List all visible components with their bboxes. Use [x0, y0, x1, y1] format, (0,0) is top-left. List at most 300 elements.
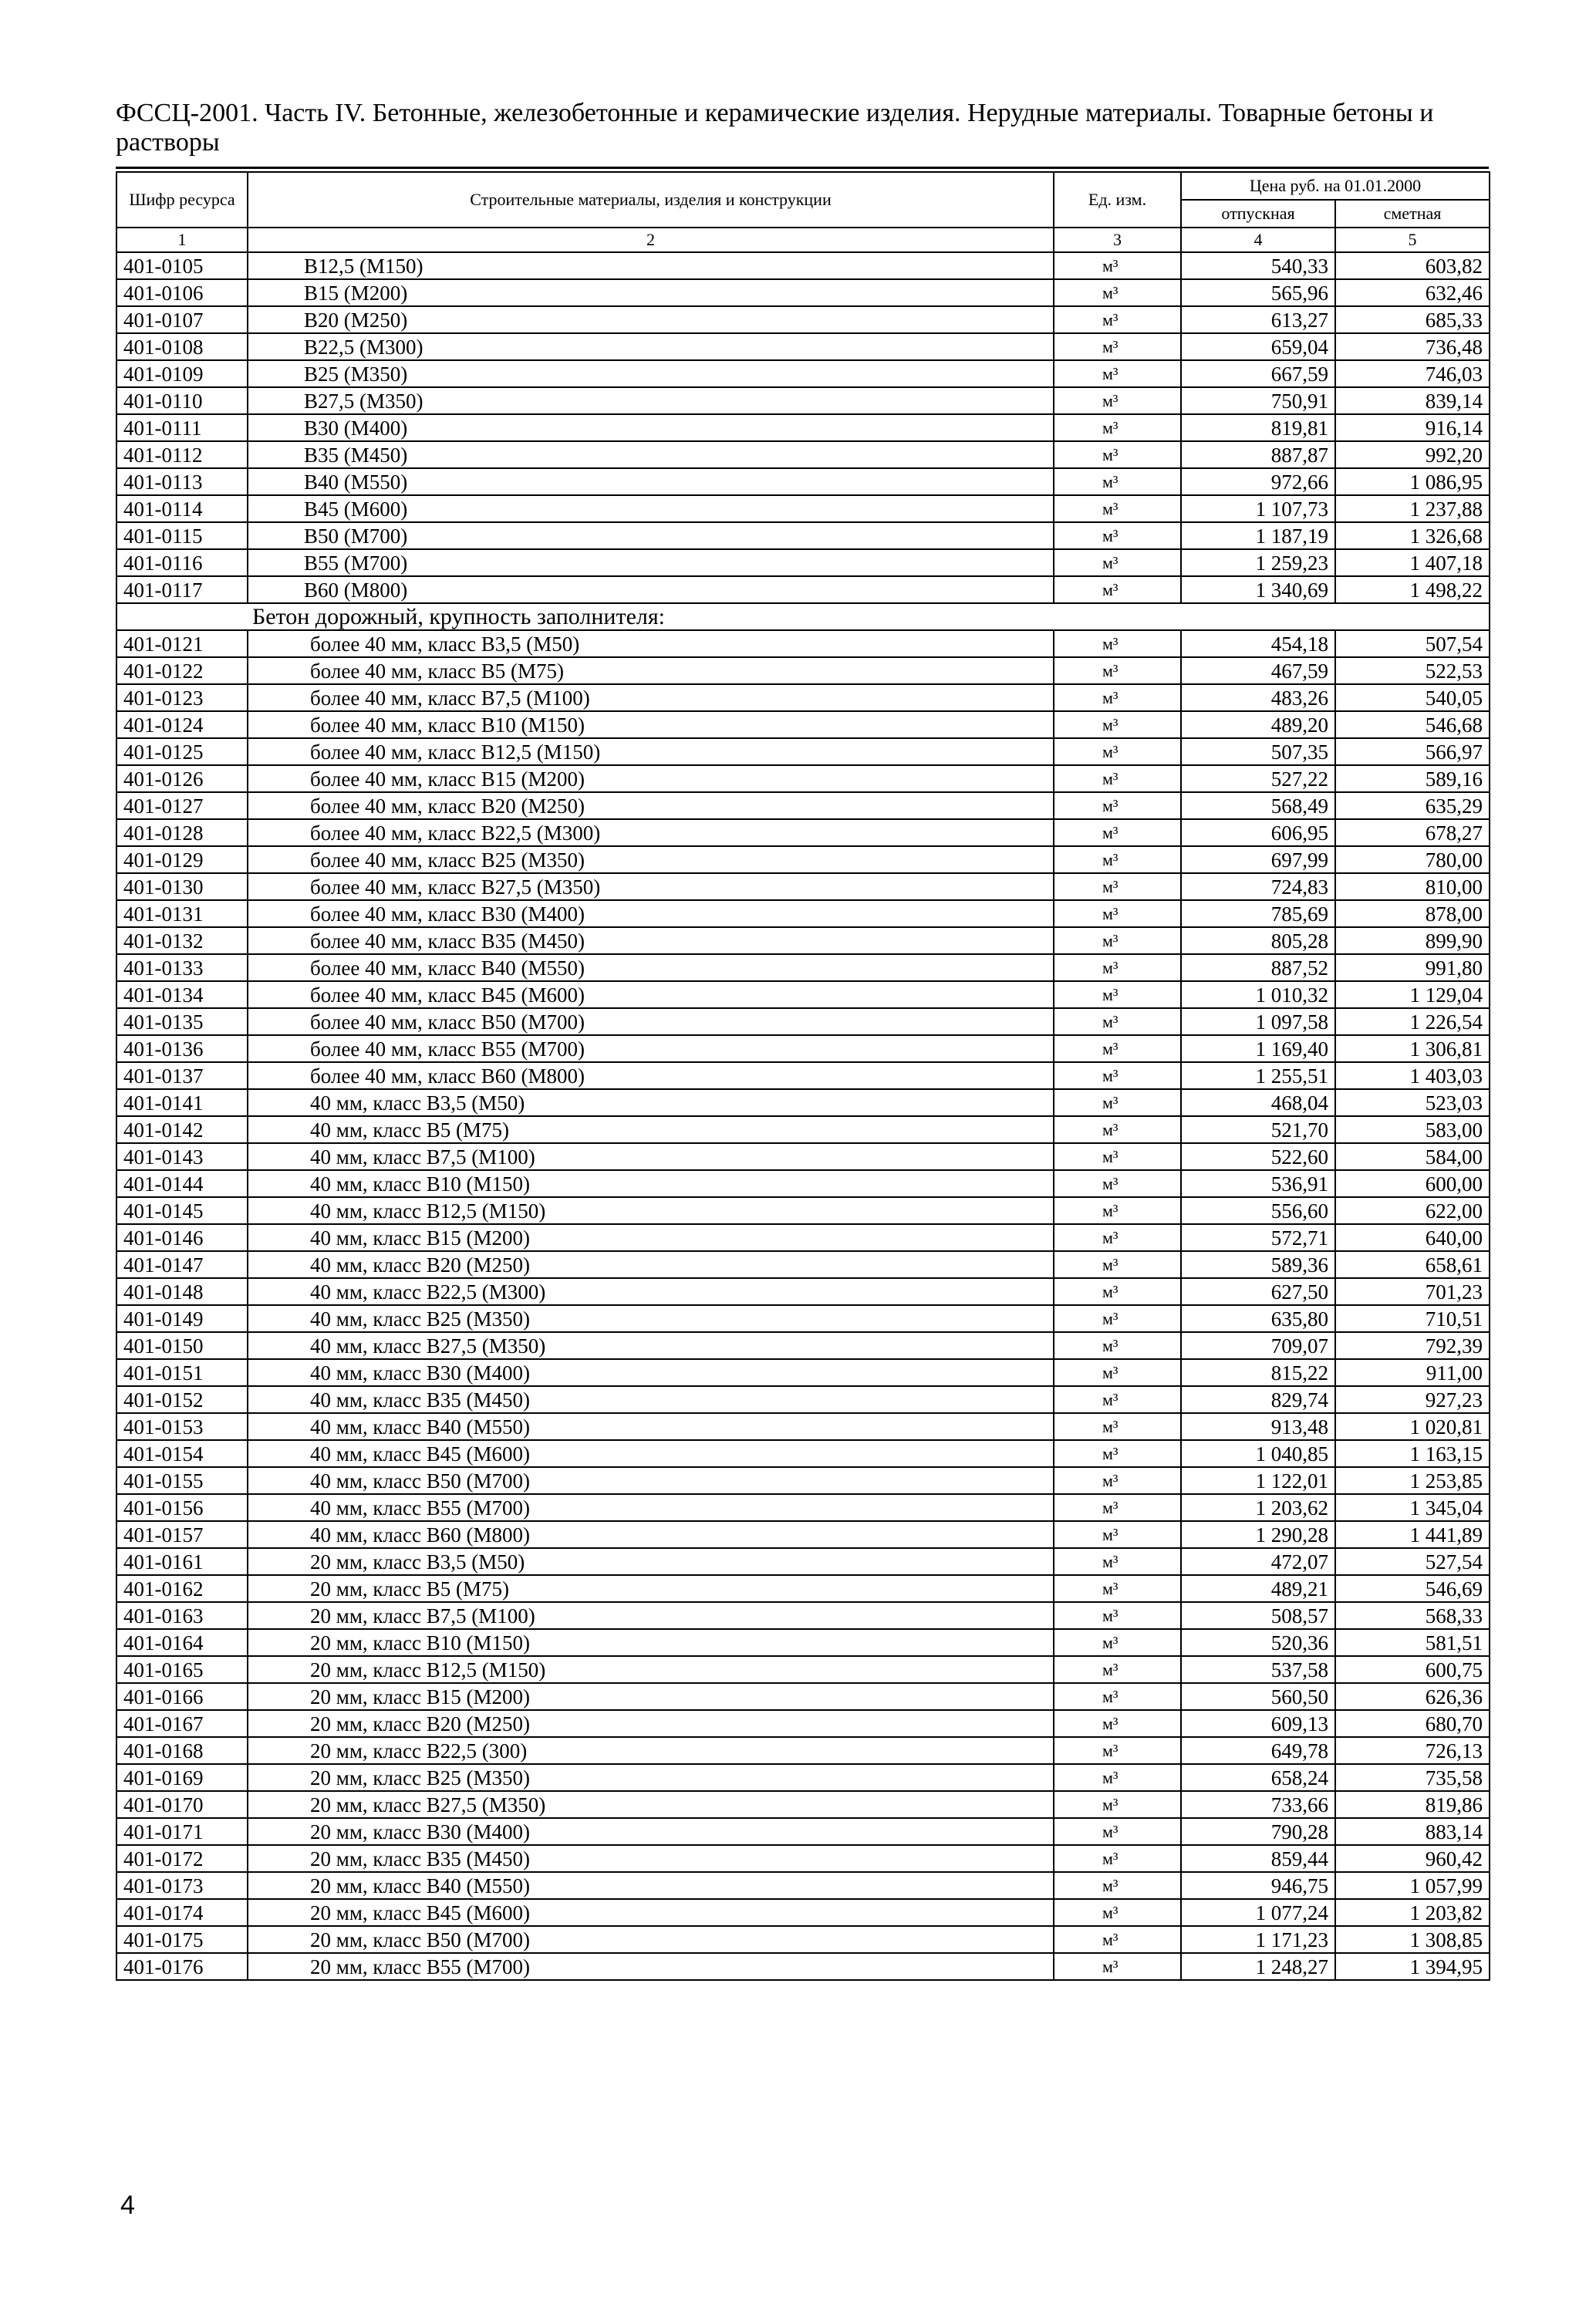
row-name: более 40 мм, класс В3,5 (М50)	[248, 630, 1054, 657]
row-code: 401-0133	[116, 954, 248, 981]
row-code: 401-0144	[116, 1170, 248, 1197]
row-unit: м³	[1054, 1386, 1181, 1413]
row-name: более 40 мм, класс В35 (М450)	[248, 927, 1054, 954]
row-estimate-price: 589,16	[1335, 765, 1490, 792]
row-name: 40 мм, класс В5 (М75)	[248, 1116, 1054, 1143]
row-release-price: 1 169,40	[1181, 1035, 1335, 1062]
row-name: В20 (М250)	[248, 306, 1054, 333]
table-row	[116, 1575, 1490, 1602]
row-estimate-price: 685,33	[1335, 306, 1490, 333]
price-table	[116, 171, 1490, 1981]
row-code: 401-0131	[116, 900, 248, 927]
row-unit: м³	[1054, 360, 1181, 387]
row-name: 20 мм, класс В10 (М150)	[248, 1629, 1054, 1656]
row-code: 401-0105	[116, 252, 248, 279]
row-unit: м³	[1054, 1818, 1181, 1845]
row-estimate-price: 911,00	[1335, 1359, 1490, 1386]
row-name: 20 мм, класс В22,5 (300)	[248, 1737, 1054, 1764]
table-row	[116, 1791, 1490, 1818]
row-release-price: 667,59	[1181, 360, 1335, 387]
table-row	[116, 1251, 1490, 1278]
row-estimate-price: 1 441,89	[1335, 1521, 1490, 1548]
row-name: В50 (М700)	[248, 522, 1054, 549]
row-name: 20 мм, класс В45 (М600)	[248, 1899, 1054, 1926]
table-row	[116, 1629, 1490, 1656]
row-release-price: 697,99	[1181, 846, 1335, 873]
row-name: 40 мм, класс В15 (М200)	[248, 1224, 1054, 1251]
row-release-price: 709,07	[1181, 1332, 1335, 1359]
row-estimate-price: 1 020,81	[1335, 1413, 1490, 1440]
table-row	[116, 1710, 1490, 1737]
row-release-price: 507,35	[1181, 738, 1335, 765]
row-code: 401-0115	[116, 522, 248, 549]
row-name: 40 мм, класс В25 (М350)	[248, 1305, 1054, 1332]
row-estimate-price: 726,13	[1335, 1737, 1490, 1764]
row-unit: м³	[1054, 306, 1181, 333]
table-row	[116, 1386, 1490, 1413]
row-estimate-price: 507,54	[1335, 630, 1490, 657]
row-name: более 40 мм, класс В22,5 (М300)	[248, 819, 1054, 846]
table-row	[116, 873, 1490, 900]
row-estimate-price: 546,69	[1335, 1575, 1490, 1602]
page-title: ФССЦ-2001. Часть IV. Бетонные, железобетонные и керамические изделия. Нерудные материалы. Товарные бетоны и растворы	[116, 99, 1434, 157]
row-code: 401-0175	[116, 1926, 248, 1953]
row-code: 401-0141	[116, 1089, 248, 1116]
row-code: 401-0171	[116, 1818, 248, 1845]
row-estimate-price: 1 345,04	[1335, 1494, 1490, 1521]
row-estimate-price: 1 226,54	[1335, 1008, 1490, 1035]
row-name: 20 мм, класс В30 (М400)	[248, 1818, 1054, 1845]
table-row	[116, 954, 1490, 981]
row-code: 401-0155	[116, 1467, 248, 1494]
row-code: 401-0174	[116, 1899, 248, 1926]
section-row	[116, 603, 1490, 630]
row-name: 40 мм, класс В10 (М150)	[248, 1170, 1054, 1197]
row-unit: м³	[1054, 1251, 1181, 1278]
row-code: 401-0124	[116, 711, 248, 738]
row-release-price: 613,27	[1181, 306, 1335, 333]
table-row	[116, 522, 1490, 549]
row-name: В45 (М600)	[248, 495, 1054, 522]
row-unit: м³	[1054, 711, 1181, 738]
row-code: 401-0143	[116, 1143, 248, 1170]
row-release-price: 522,60	[1181, 1143, 1335, 1170]
row-name: более 40 мм, класс В5 (М75)	[248, 657, 1054, 684]
row-name: В12,5 (М150)	[248, 252, 1054, 279]
row-unit: м³	[1054, 279, 1181, 306]
row-code: 401-0168	[116, 1737, 248, 1764]
row-release-price: 1 203,62	[1181, 1494, 1335, 1521]
row-unit: м³	[1054, 1629, 1181, 1656]
row-code: 401-0172	[116, 1845, 248, 1872]
row-name: более 40 мм, класс В27,5 (М350)	[248, 873, 1054, 900]
row-name: 20 мм, класс В20 (М250)	[248, 1710, 1054, 1737]
row-unit: м³	[1054, 333, 1181, 360]
row-release-price: 1 097,58	[1181, 1008, 1335, 1035]
row-unit: м³	[1054, 1845, 1181, 1872]
header-colnum-2: 2	[248, 228, 1054, 252]
row-release-price: 568,49	[1181, 792, 1335, 819]
table-row	[116, 981, 1490, 1008]
row-code: 401-0142	[116, 1116, 248, 1143]
row-release-price: 1 259,23	[1181, 549, 1335, 576]
table-row	[116, 1062, 1490, 1089]
row-release-price: 609,13	[1181, 1710, 1335, 1737]
row-name: более 40 мм, класс В10 (М150)	[248, 711, 1054, 738]
row-name: более 40 мм, класс В25 (М350)	[248, 846, 1054, 873]
table-row	[116, 1305, 1490, 1332]
table-body	[116, 252, 1490, 1980]
row-estimate-price: 581,51	[1335, 1629, 1490, 1656]
row-estimate-price: 1 394,95	[1335, 1953, 1490, 1980]
row-name: 20 мм, класс В35 (М450)	[248, 1845, 1054, 1872]
row-unit: м³	[1054, 1602, 1181, 1629]
row-unit: м³	[1054, 684, 1181, 711]
table-row	[116, 1035, 1490, 1062]
row-code: 401-0113	[116, 468, 248, 495]
row-unit: м³	[1054, 1413, 1181, 1440]
row-estimate-price: 810,00	[1335, 873, 1490, 900]
row-code: 401-0173	[116, 1872, 248, 1899]
row-estimate-price: 1 253,85	[1335, 1467, 1490, 1494]
row-code: 401-0157	[116, 1521, 248, 1548]
row-unit: м³	[1054, 1737, 1181, 1764]
row-release-price: 540,33	[1181, 252, 1335, 279]
row-name: более 40 мм, класс В45 (М600)	[248, 981, 1054, 1008]
row-code: 401-0136	[116, 1035, 248, 1062]
row-unit: м³	[1054, 414, 1181, 441]
row-estimate-price: 568,33	[1335, 1602, 1490, 1629]
row-name: 20 мм, класс В25 (М350)	[248, 1764, 1054, 1791]
row-estimate-price: 1 203,82	[1335, 1899, 1490, 1926]
row-unit: м³	[1054, 819, 1181, 846]
row-estimate-price: 878,00	[1335, 900, 1490, 927]
row-estimate-price: 1 498,22	[1335, 576, 1490, 603]
row-release-price: 815,22	[1181, 1359, 1335, 1386]
row-code: 401-0106	[116, 279, 248, 306]
row-release-price: 1 255,51	[1181, 1062, 1335, 1089]
row-release-price: 1 187,19	[1181, 522, 1335, 549]
row-unit: м³	[1054, 1467, 1181, 1494]
row-estimate-price: 658,61	[1335, 1251, 1490, 1278]
row-name: 40 мм, класс В55 (М700)	[248, 1494, 1054, 1521]
row-estimate-price: 1 403,03	[1335, 1062, 1490, 1089]
table-row	[116, 1602, 1490, 1629]
row-estimate-price: 960,42	[1335, 1845, 1490, 1872]
row-name: 40 мм, класс В3,5 (М50)	[248, 1089, 1054, 1116]
row-estimate-price: 1 306,81	[1335, 1035, 1490, 1062]
section-title: Бетон дорожный, крупность заполнителя:	[116, 603, 1490, 630]
row-code: 401-0121	[116, 630, 248, 657]
row-estimate-price: 527,54	[1335, 1548, 1490, 1575]
row-unit: м³	[1054, 1008, 1181, 1035]
row-release-price: 565,96	[1181, 279, 1335, 306]
row-unit: м³	[1054, 873, 1181, 900]
row-unit: м³	[1054, 1683, 1181, 1710]
row-code: 401-0107	[116, 306, 248, 333]
row-unit: м³	[1054, 1089, 1181, 1116]
table-row	[116, 360, 1490, 387]
row-unit: м³	[1054, 387, 1181, 414]
row-code: 401-0148	[116, 1278, 248, 1305]
row-release-price: 887,87	[1181, 441, 1335, 468]
row-code: 401-0170	[116, 1791, 248, 1818]
row-release-price: 724,83	[1181, 873, 1335, 900]
row-estimate-price: 622,00	[1335, 1197, 1490, 1224]
table-row	[116, 1089, 1490, 1116]
row-estimate-price: 600,00	[1335, 1170, 1490, 1197]
table-row	[116, 441, 1490, 468]
row-name: 40 мм, класс В50 (М700)	[248, 1467, 1054, 1494]
row-code: 401-0135	[116, 1008, 248, 1035]
row-code: 401-0176	[116, 1953, 248, 1980]
row-estimate-price: 701,23	[1335, 1278, 1490, 1305]
row-unit: м³	[1054, 576, 1181, 603]
row-unit: м³	[1054, 1494, 1181, 1521]
row-code: 401-0126	[116, 765, 248, 792]
row-unit: м³	[1054, 846, 1181, 873]
table-row	[116, 684, 1490, 711]
table-row	[116, 1116, 1490, 1143]
row-unit: м³	[1054, 792, 1181, 819]
row-unit: м³	[1054, 1548, 1181, 1575]
table-header	[116, 172, 1490, 252]
row-code: 401-0130	[116, 873, 248, 900]
table-row	[116, 1737, 1490, 1764]
row-unit: м³	[1054, 900, 1181, 927]
row-code: 401-0167	[116, 1710, 248, 1737]
row-release-price: 606,95	[1181, 819, 1335, 846]
row-release-price: 1 248,27	[1181, 1953, 1335, 1980]
row-name: В25 (М350)	[248, 360, 1054, 387]
row-unit: м³	[1054, 1656, 1181, 1683]
table-row	[116, 1170, 1490, 1197]
row-name: более 40 мм, класс В40 (М550)	[248, 954, 1054, 981]
row-estimate-price: 916,14	[1335, 414, 1490, 441]
row-estimate-price: 1 057,99	[1335, 1872, 1490, 1899]
row-release-price: 785,69	[1181, 900, 1335, 927]
table-row	[116, 1278, 1490, 1305]
row-code: 401-0110	[116, 387, 248, 414]
row-release-price: 537,58	[1181, 1656, 1335, 1683]
header-colnum-5: 5	[1335, 228, 1490, 252]
row-unit: м³	[1054, 1224, 1181, 1251]
row-release-price: 1 040,85	[1181, 1440, 1335, 1467]
row-name: более 40 мм, класс В15 (М200)	[248, 765, 1054, 792]
row-estimate-price: 792,39	[1335, 1332, 1490, 1359]
row-release-price: 859,44	[1181, 1845, 1335, 1872]
row-estimate-price: 632,46	[1335, 279, 1490, 306]
row-release-price: 1 107,73	[1181, 495, 1335, 522]
row-unit: м³	[1054, 1116, 1181, 1143]
row-code: 401-0153	[116, 1413, 248, 1440]
row-unit: м³	[1054, 1143, 1181, 1170]
row-unit: м³	[1054, 1926, 1181, 1953]
table-row	[116, 1656, 1490, 1683]
row-name: более 40 мм, класс В7,5 (М100)	[248, 684, 1054, 711]
row-estimate-price: 991,80	[1335, 954, 1490, 981]
row-name: 20 мм, класс В15 (М200)	[248, 1683, 1054, 1710]
row-release-price: 520,36	[1181, 1629, 1335, 1656]
row-unit: м³	[1054, 1521, 1181, 1548]
row-unit: м³	[1054, 981, 1181, 1008]
row-estimate-price: 710,51	[1335, 1305, 1490, 1332]
row-unit: м³	[1054, 1062, 1181, 1089]
table-row	[116, 549, 1490, 576]
row-unit: м³	[1054, 927, 1181, 954]
table-row	[116, 1953, 1490, 1980]
row-code: 401-0109	[116, 360, 248, 387]
row-unit: м³	[1054, 1332, 1181, 1359]
row-estimate-price: 678,27	[1335, 819, 1490, 846]
row-release-price: 527,22	[1181, 765, 1335, 792]
row-release-price: 1 171,23	[1181, 1926, 1335, 1953]
row-code: 401-0147	[116, 1251, 248, 1278]
table-row	[116, 1845, 1490, 1872]
row-unit: м³	[1054, 1710, 1181, 1737]
table-row	[116, 1143, 1490, 1170]
row-code: 401-0116	[116, 549, 248, 576]
row-estimate-price: 1 163,15	[1335, 1440, 1490, 1467]
row-estimate-price: 839,14	[1335, 387, 1490, 414]
header-colnum-4: 4	[1181, 228, 1335, 252]
row-unit: м³	[1054, 954, 1181, 981]
row-release-price: 913,48	[1181, 1413, 1335, 1440]
table-row	[116, 738, 1490, 765]
row-name: В22,5 (М300)	[248, 333, 1054, 360]
header-price: Цена руб. на 01.01.2000	[1181, 172, 1490, 200]
row-release-price: 805,28	[1181, 927, 1335, 954]
row-release-price: 489,20	[1181, 711, 1335, 738]
row-code: 401-0152	[116, 1386, 248, 1413]
row-name: более 40 мм, класс В55 (М700)	[248, 1035, 1054, 1062]
row-release-price: 649,78	[1181, 1737, 1335, 1764]
row-estimate-price: 540,05	[1335, 684, 1490, 711]
row-unit: м³	[1054, 252, 1181, 279]
header-name: Строительные материалы, изделия и конструкции	[248, 172, 1054, 228]
row-release-price: 1 077,24	[1181, 1899, 1335, 1926]
row-unit: м³	[1054, 1575, 1181, 1602]
table-row	[116, 1899, 1490, 1926]
row-estimate-price: 746,03	[1335, 360, 1490, 387]
row-estimate-price: 1 308,85	[1335, 1926, 1490, 1953]
table-row	[116, 1440, 1490, 1467]
row-release-price: 829,74	[1181, 1386, 1335, 1413]
row-name: 20 мм, класс В5 (М75)	[248, 1575, 1054, 1602]
row-estimate-price: 583,00	[1335, 1116, 1490, 1143]
row-release-price: 972,66	[1181, 468, 1335, 495]
row-unit: м³	[1054, 1953, 1181, 1980]
row-estimate-price: 1 407,18	[1335, 549, 1490, 576]
row-estimate-price: 899,90	[1335, 927, 1490, 954]
row-code: 401-0125	[116, 738, 248, 765]
row-estimate-price: 584,00	[1335, 1143, 1490, 1170]
row-release-price: 627,50	[1181, 1278, 1335, 1305]
row-estimate-price: 819,86	[1335, 1791, 1490, 1818]
row-code: 401-0149	[116, 1305, 248, 1332]
row-release-price: 659,04	[1181, 333, 1335, 360]
table-row	[116, 900, 1490, 927]
row-name: 40 мм, класс В22,5 (М300)	[248, 1278, 1054, 1305]
row-code: 401-0145	[116, 1197, 248, 1224]
row-code: 401-0108	[116, 333, 248, 360]
header-code: Шифр ресурса	[116, 172, 248, 228]
row-name: более 40 мм, класс В20 (М250)	[248, 792, 1054, 819]
row-name: В35 (М450)	[248, 441, 1054, 468]
row-estimate-price: 626,36	[1335, 1683, 1490, 1710]
row-code: 401-0151	[116, 1359, 248, 1386]
table-row	[116, 1764, 1490, 1791]
row-release-price: 468,04	[1181, 1089, 1335, 1116]
row-estimate-price: 992,20	[1335, 441, 1490, 468]
table-row	[116, 279, 1490, 306]
table-row	[116, 387, 1490, 414]
row-name: 20 мм, класс В3,5 (М50)	[248, 1548, 1054, 1575]
row-estimate-price: 546,68	[1335, 711, 1490, 738]
table-row	[116, 630, 1490, 657]
row-unit: м³	[1054, 1278, 1181, 1305]
row-name: 20 мм, класс В7,5 (М100)	[248, 1602, 1054, 1629]
table-row	[116, 1467, 1490, 1494]
row-name: В30 (М400)	[248, 414, 1054, 441]
row-name: 40 мм, класс В27,5 (М350)	[248, 1332, 1054, 1359]
row-name: В55 (М700)	[248, 549, 1054, 576]
row-name: 20 мм, класс В55 (М700)	[248, 1953, 1054, 1980]
table-row	[116, 1332, 1490, 1359]
row-release-price: 589,36	[1181, 1251, 1335, 1278]
row-estimate-price: 523,03	[1335, 1089, 1490, 1116]
row-code: 401-0163	[116, 1602, 248, 1629]
row-release-price: 560,50	[1181, 1683, 1335, 1710]
row-unit: м³	[1054, 630, 1181, 657]
row-release-price: 658,24	[1181, 1764, 1335, 1791]
row-name: В15 (М200)	[248, 279, 1054, 306]
price-table-wrap	[116, 171, 1489, 1981]
row-code: 401-0137	[116, 1062, 248, 1089]
row-name: 40 мм, класс В30 (М400)	[248, 1359, 1054, 1386]
table-row	[116, 333, 1490, 360]
row-name: В27,5 (М350)	[248, 387, 1054, 414]
row-release-price: 454,18	[1181, 630, 1335, 657]
row-code: 401-0132	[116, 927, 248, 954]
row-estimate-price: 522,53	[1335, 657, 1490, 684]
row-code: 401-0123	[116, 684, 248, 711]
table-row	[116, 1818, 1490, 1845]
row-name: 40 мм, класс В12,5 (М150)	[248, 1197, 1054, 1224]
row-code: 401-0117	[116, 576, 248, 603]
row-name: 40 мм, класс В7,5 (М100)	[248, 1143, 1054, 1170]
row-unit: м³	[1054, 1170, 1181, 1197]
row-name: 20 мм, класс В50 (М700)	[248, 1926, 1054, 1953]
row-unit: м³	[1054, 468, 1181, 495]
row-release-price: 887,52	[1181, 954, 1335, 981]
row-release-price: 946,75	[1181, 1872, 1335, 1899]
row-unit: м³	[1054, 1305, 1181, 1332]
row-name: 40 мм, класс В35 (М450)	[248, 1386, 1054, 1413]
row-unit: м³	[1054, 1791, 1181, 1818]
header-rule	[116, 167, 1489, 169]
row-unit: м³	[1054, 1035, 1181, 1062]
row-estimate-price: 680,70	[1335, 1710, 1490, 1737]
row-code: 401-0114	[116, 495, 248, 522]
row-release-price: 521,70	[1181, 1116, 1335, 1143]
row-release-price: 467,59	[1181, 657, 1335, 684]
row-release-price: 472,07	[1181, 1548, 1335, 1575]
table-row	[116, 495, 1490, 522]
row-name: 40 мм, класс В40 (М550)	[248, 1413, 1054, 1440]
row-release-price: 635,80	[1181, 1305, 1335, 1332]
row-name: 40 мм, класс В45 (М600)	[248, 1440, 1054, 1467]
